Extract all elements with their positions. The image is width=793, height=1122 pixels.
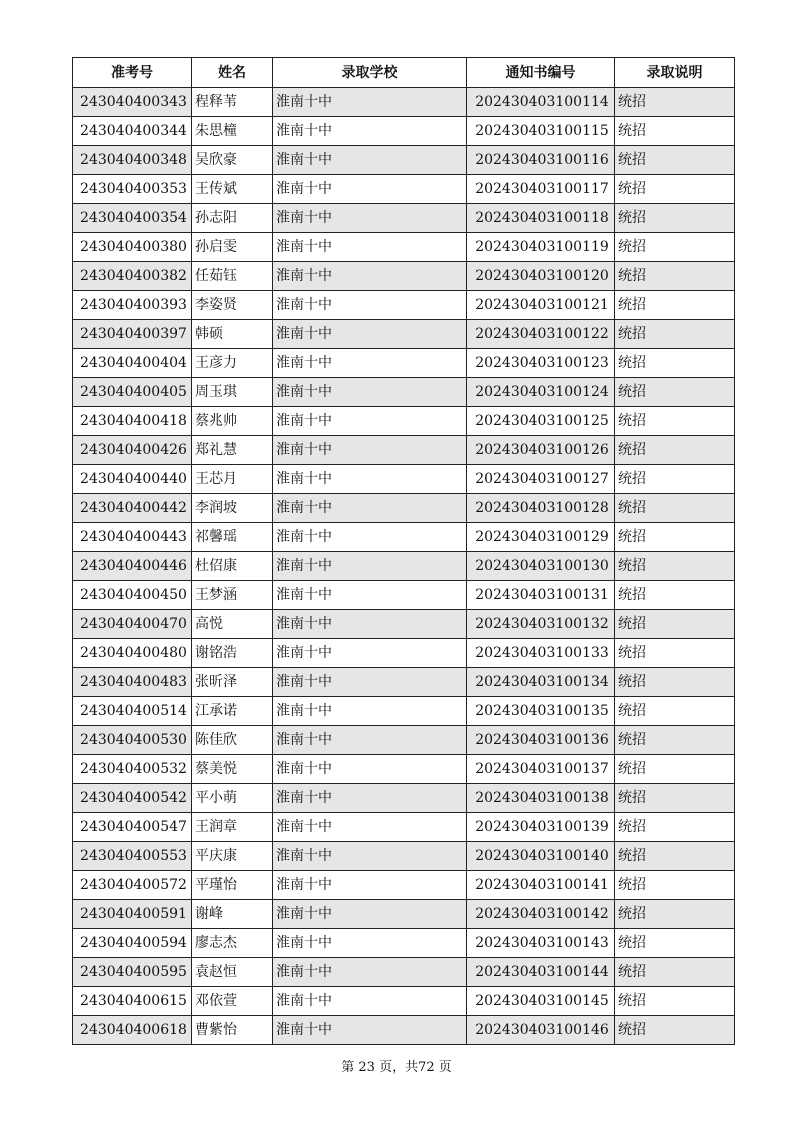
cell-notice-no: 202430403100114 — [467, 88, 615, 117]
cell-school: 淮南十中 — [273, 494, 467, 523]
cell-note: 统招 — [615, 146, 735, 175]
cell-note: 统招 — [615, 378, 735, 407]
table-row — [73, 610, 735, 639]
footer-suffix: 页 — [438, 1060, 452, 1075]
cell-exam-no: 243040400553 — [73, 842, 192, 871]
cell-exam-no: 243040400343 — [73, 88, 192, 117]
cell-notice-no: 202430403100124 — [467, 378, 615, 407]
cell-name: 吴欣豪 — [192, 146, 273, 175]
cell-note: 统招 — [615, 175, 735, 204]
cell-notice-no: 202430403100129 — [467, 523, 615, 552]
cell-note: 统招 — [615, 494, 735, 523]
cell-school: 淮南十中 — [273, 552, 467, 581]
cell-notice-no: 202430403100139 — [467, 813, 615, 842]
cell-exam-no: 243040400618 — [73, 1016, 192, 1045]
table-header-row — [73, 58, 735, 88]
cell-exam-no: 243040400483 — [73, 668, 192, 697]
header-note: 录取说明 — [615, 58, 735, 88]
cell-note: 统招 — [615, 668, 735, 697]
cell-name: 平小萌 — [192, 784, 273, 813]
cell-notice-no: 202430403100125 — [467, 407, 615, 436]
cell-note: 统招 — [615, 117, 735, 146]
table-row — [73, 726, 735, 755]
cell-school: 淮南十中 — [273, 407, 467, 436]
cell-note: 统招 — [615, 407, 735, 436]
cell-notice-no: 202430403100117 — [467, 175, 615, 204]
cell-name: 王传斌 — [192, 175, 273, 204]
table-row — [73, 436, 735, 465]
cell-exam-no: 243040400418 — [73, 407, 192, 436]
table-row — [73, 842, 735, 871]
table-row — [73, 697, 735, 726]
cell-name: 李润坡 — [192, 494, 273, 523]
cell-notice-no: 202430403100127 — [467, 465, 615, 494]
cell-exam-no: 243040400353 — [73, 175, 192, 204]
table-row — [73, 958, 735, 987]
cell-name: 郑礼慧 — [192, 436, 273, 465]
cell-school: 淮南十中 — [273, 900, 467, 929]
cell-school: 淮南十中 — [273, 320, 467, 349]
table-row — [73, 900, 735, 929]
cell-exam-no: 243040400382 — [73, 262, 192, 291]
cell-notice-no: 202430403100134 — [467, 668, 615, 697]
cell-exam-no: 243040400443 — [73, 523, 192, 552]
cell-name: 杜佋康 — [192, 552, 273, 581]
cell-note: 统招 — [615, 581, 735, 610]
cell-school: 淮南十中 — [273, 436, 467, 465]
cell-exam-no: 243040400348 — [73, 146, 192, 175]
cell-notice-no: 202430403100136 — [467, 726, 615, 755]
cell-notice-no: 202430403100123 — [467, 349, 615, 378]
table-row — [73, 581, 735, 610]
cell-exam-no: 243040400530 — [73, 726, 192, 755]
cell-notice-no: 202430403100118 — [467, 204, 615, 233]
cell-note: 统招 — [615, 349, 735, 378]
cell-name: 蔡美悦 — [192, 755, 273, 784]
cell-exam-no: 243040400594 — [73, 929, 192, 958]
cell-notice-no: 202430403100133 — [467, 639, 615, 668]
cell-exam-no: 243040400344 — [73, 117, 192, 146]
cell-school: 淮南十中 — [273, 610, 467, 639]
cell-name: 谢铭浩 — [192, 639, 273, 668]
table-row — [73, 175, 735, 204]
cell-exam-no: 243040400354 — [73, 204, 192, 233]
cell-notice-no: 202430403100132 — [467, 610, 615, 639]
cell-name: 程释苇 — [192, 88, 273, 117]
cell-note: 统招 — [615, 929, 735, 958]
cell-exam-no: 243040400615 — [73, 987, 192, 1016]
table-row — [73, 552, 735, 581]
table-row — [73, 871, 735, 900]
cell-notice-no: 202430403100121 — [467, 291, 615, 320]
cell-exam-no: 243040400426 — [73, 436, 192, 465]
cell-school: 淮南十中 — [273, 871, 467, 900]
cell-note: 统招 — [615, 958, 735, 987]
cell-notice-no: 202430403100141 — [467, 871, 615, 900]
cell-notice-no: 202430403100145 — [467, 987, 615, 1016]
header-notice-no: 通知书编号 — [467, 58, 615, 88]
table-row — [73, 1016, 735, 1045]
cell-name: 王润章 — [192, 813, 273, 842]
table-row — [73, 523, 735, 552]
cell-name: 王彦力 — [192, 349, 273, 378]
cell-note: 统招 — [615, 291, 735, 320]
cell-exam-no: 243040400397 — [73, 320, 192, 349]
cell-notice-no: 202430403100128 — [467, 494, 615, 523]
cell-name: 平庆康 — [192, 842, 273, 871]
cell-note: 统招 — [615, 900, 735, 929]
cell-school: 淮南十中 — [273, 668, 467, 697]
cell-note: 统招 — [615, 204, 735, 233]
cell-exam-no: 243040400440 — [73, 465, 192, 494]
cell-notice-no: 202430403100116 — [467, 146, 615, 175]
table-row — [73, 494, 735, 523]
cell-exam-no: 243040400393 — [73, 291, 192, 320]
header-school: 录取学校 — [273, 58, 467, 88]
table-body — [73, 88, 735, 1045]
footer-prefix: 第 — [341, 1060, 355, 1075]
cell-notice-no: 202430403100135 — [467, 697, 615, 726]
header-name: 姓名 — [192, 58, 273, 88]
cell-exam-no: 243040400405 — [73, 378, 192, 407]
cell-school: 淮南十中 — [273, 958, 467, 987]
table-row — [73, 88, 735, 117]
cell-name: 高悦 — [192, 610, 273, 639]
header-exam-no: 准考号 — [73, 58, 192, 88]
table-row — [73, 784, 735, 813]
cell-exam-no: 243040400591 — [73, 900, 192, 929]
cell-name: 邓依萱 — [192, 987, 273, 1016]
cell-note: 统招 — [615, 88, 735, 117]
cell-note: 统招 — [615, 465, 735, 494]
cell-notice-no: 202430403100130 — [467, 552, 615, 581]
cell-school: 淮南十中 — [273, 117, 467, 146]
cell-name: 祁馨瑶 — [192, 523, 273, 552]
cell-name: 王梦涵 — [192, 581, 273, 610]
cell-school: 淮南十中 — [273, 175, 467, 204]
cell-school: 淮南十中 — [273, 987, 467, 1016]
cell-name: 江承诺 — [192, 697, 273, 726]
cell-name: 朱思橦 — [192, 117, 273, 146]
table-row — [73, 320, 735, 349]
cell-note: 统招 — [615, 726, 735, 755]
cell-exam-no: 243040400442 — [73, 494, 192, 523]
cell-notice-no: 202430403100144 — [467, 958, 615, 987]
cell-notice-no: 202430403100131 — [467, 581, 615, 610]
cell-name: 袁赵恒 — [192, 958, 273, 987]
cell-school: 淮南十中 — [273, 146, 467, 175]
table-row — [73, 146, 735, 175]
cell-exam-no: 243040400450 — [73, 581, 192, 610]
cell-school: 淮南十中 — [273, 349, 467, 378]
cell-exam-no: 243040400404 — [73, 349, 192, 378]
cell-school: 淮南十中 — [273, 697, 467, 726]
table-row — [73, 668, 735, 697]
cell-exam-no: 243040400446 — [73, 552, 192, 581]
cell-name: 王芯月 — [192, 465, 273, 494]
cell-name: 平瑾怡 — [192, 871, 273, 900]
cell-exam-no: 243040400514 — [73, 697, 192, 726]
cell-school: 淮南十中 — [273, 523, 467, 552]
cell-note: 统招 — [615, 320, 735, 349]
cell-notice-no: 202430403100137 — [467, 755, 615, 784]
cell-notice-no: 202430403100120 — [467, 262, 615, 291]
cell-note: 统招 — [615, 523, 735, 552]
cell-school: 淮南十中 — [273, 262, 467, 291]
cell-note: 统招 — [615, 784, 735, 813]
cell-school: 淮南十中 — [273, 291, 467, 320]
cell-exam-no: 243040400595 — [73, 958, 192, 987]
cell-notice-no: 202430403100138 — [467, 784, 615, 813]
table-row — [73, 465, 735, 494]
cell-school: 淮南十中 — [273, 88, 467, 117]
cell-note: 统招 — [615, 552, 735, 581]
table-row — [73, 291, 735, 320]
cell-school: 淮南十中 — [273, 755, 467, 784]
cell-school: 淮南十中 — [273, 813, 467, 842]
cell-school: 淮南十中 — [273, 581, 467, 610]
cell-notice-no: 202430403100115 — [467, 117, 615, 146]
cell-school: 淮南十中 — [273, 842, 467, 871]
table-row — [73, 233, 735, 262]
cell-note: 统招 — [615, 697, 735, 726]
cell-name: 李姿贤 — [192, 291, 273, 320]
cell-name: 任茹钰 — [192, 262, 273, 291]
cell-note: 统招 — [615, 871, 735, 900]
table-row — [73, 813, 735, 842]
cell-name: 廖志杰 — [192, 929, 273, 958]
cell-school: 淮南十中 — [273, 233, 467, 262]
cell-name: 周玉琪 — [192, 378, 273, 407]
cell-exam-no: 243040400572 — [73, 871, 192, 900]
cell-note: 统招 — [615, 842, 735, 871]
table-row — [73, 639, 735, 668]
cell-exam-no: 243040400480 — [73, 639, 192, 668]
footer-current-page: 23 — [358, 1060, 375, 1075]
table-row — [73, 204, 735, 233]
table-row — [73, 378, 735, 407]
cell-note: 统招 — [615, 262, 735, 291]
cell-note: 统招 — [615, 813, 735, 842]
cell-notice-no: 202430403100142 — [467, 900, 615, 929]
cell-notice-no: 202430403100143 — [467, 929, 615, 958]
cell-name: 张昕泽 — [192, 668, 273, 697]
table-row — [73, 117, 735, 146]
cell-name: 陈佳欣 — [192, 726, 273, 755]
page-footer — [0, 1056, 793, 1075]
cell-school: 淮南十中 — [273, 465, 467, 494]
table-row — [73, 349, 735, 378]
cell-school: 淮南十中 — [273, 726, 467, 755]
cell-note: 统招 — [615, 436, 735, 465]
cell-school: 淮南十中 — [273, 1016, 467, 1045]
cell-note: 统招 — [615, 233, 735, 262]
cell-name: 蔡兆帅 — [192, 407, 273, 436]
table-row — [73, 755, 735, 784]
cell-exam-no: 243040400547 — [73, 813, 192, 842]
cell-name: 孙启雯 — [192, 233, 273, 262]
cell-exam-no: 243040400532 — [73, 755, 192, 784]
cell-school: 淮南十中 — [273, 204, 467, 233]
footer-total-pages: 72 — [418, 1060, 435, 1075]
cell-name: 曹紫怡 — [192, 1016, 273, 1045]
cell-notice-no: 202430403100146 — [467, 1016, 615, 1045]
cell-name: 韩硕 — [192, 320, 273, 349]
cell-note: 统招 — [615, 755, 735, 784]
cell-school: 淮南十中 — [273, 784, 467, 813]
cell-note: 统招 — [615, 639, 735, 668]
cell-exam-no: 243040400542 — [73, 784, 192, 813]
cell-note: 统招 — [615, 1016, 735, 1045]
cell-name: 谢峰 — [192, 900, 273, 929]
cell-exam-no: 243040400380 — [73, 233, 192, 262]
cell-note: 统招 — [615, 610, 735, 639]
cell-note: 统招 — [615, 987, 735, 1016]
footer-middle: 页，共 — [379, 1060, 419, 1075]
cell-notice-no: 202430403100126 — [467, 436, 615, 465]
cell-name: 孙志阳 — [192, 204, 273, 233]
cell-notice-no: 202430403100119 — [467, 233, 615, 262]
admissions-table — [72, 57, 735, 1045]
table-row — [73, 262, 735, 291]
cell-school: 淮南十中 — [273, 378, 467, 407]
cell-notice-no: 202430403100140 — [467, 842, 615, 871]
cell-school: 淮南十中 — [273, 639, 467, 668]
cell-exam-no: 243040400470 — [73, 610, 192, 639]
table-row — [73, 407, 735, 436]
table-row — [73, 987, 735, 1016]
cell-school: 淮南十中 — [273, 929, 467, 958]
table-row — [73, 929, 735, 958]
cell-notice-no: 202430403100122 — [467, 320, 615, 349]
